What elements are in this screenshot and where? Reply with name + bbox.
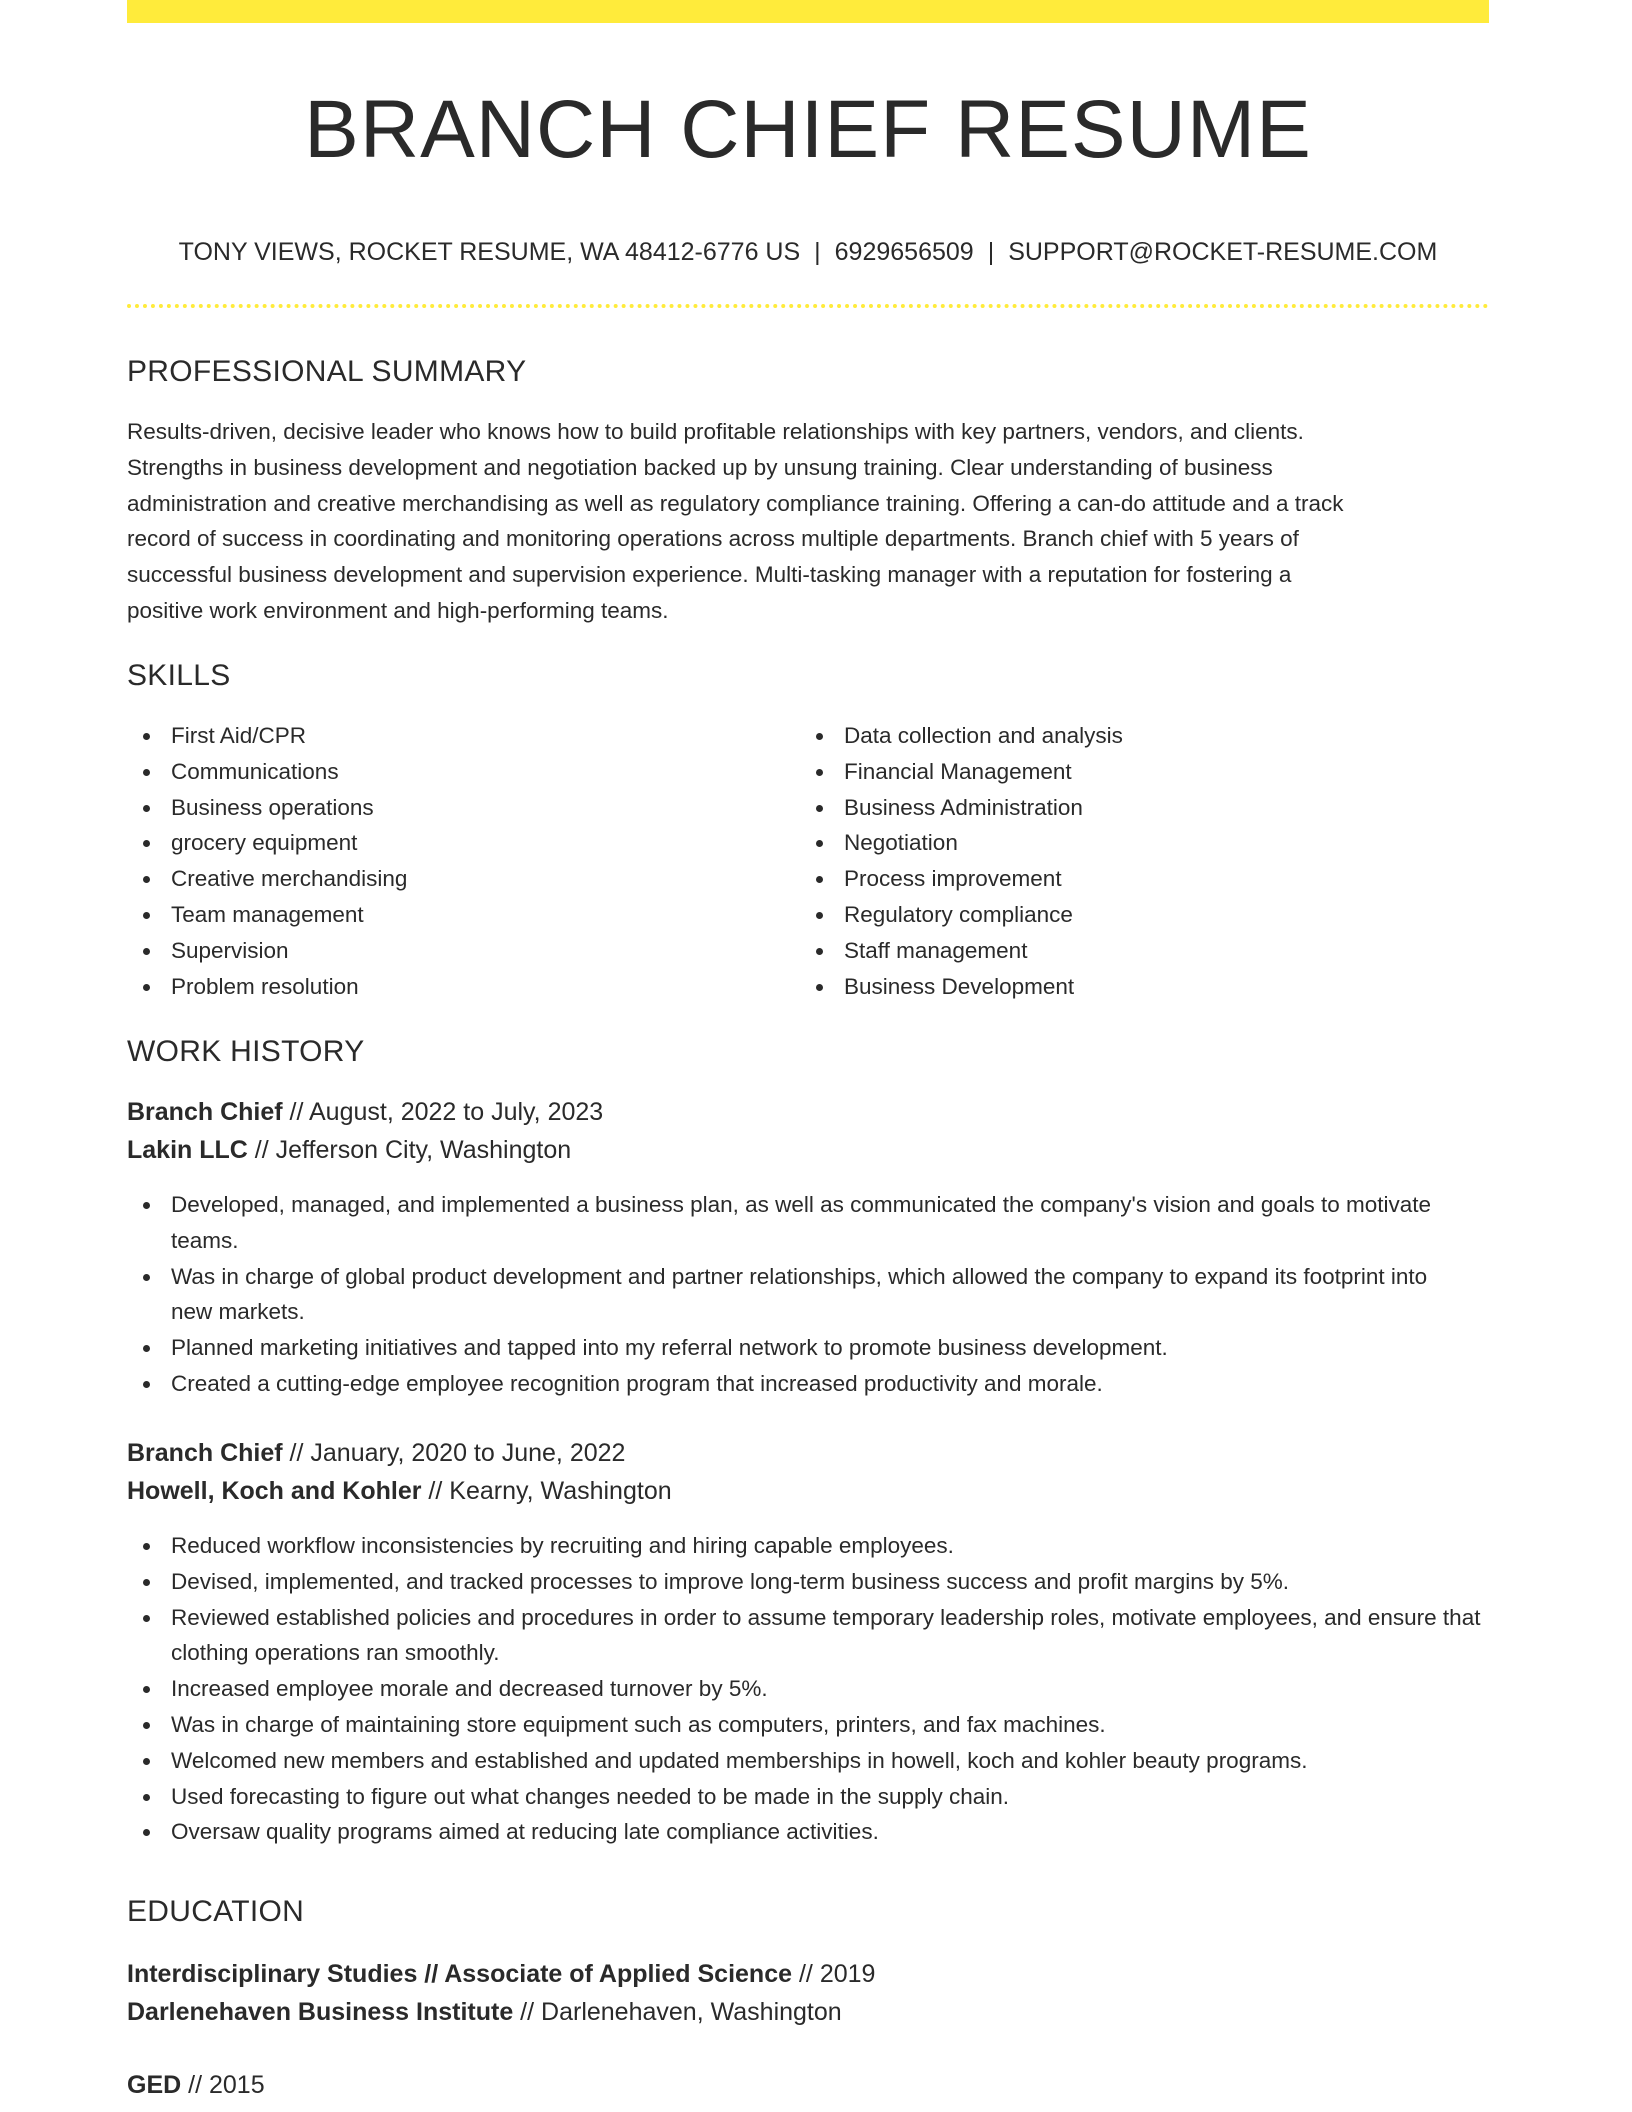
contact-phone: 6929656509: [834, 238, 974, 266]
education-location: Darlenehaven, Washington: [541, 1998, 842, 2026]
summary-line: Strengths in business development and negotiation backed up by unsung training. Clear understanding of business: [127, 454, 1273, 480]
job-title: Branch Chief: [127, 1439, 283, 1467]
contact-line: [127, 236, 1489, 268]
field-separator: //: [181, 2071, 209, 2099]
job-bullet: Reduced workflow inconsistencies by recruiting and hiring capable employees.: [127, 1528, 1489, 1564]
work-history-heading: WORK HISTORY: [127, 1035, 365, 1068]
job-company: Lakin LLC: [127, 1136, 248, 1164]
resume-title: BRANCH CHIEF RESUME: [304, 84, 1312, 175]
job-bullet: Devised, implemented, and tracked processes to improve long-term business success and profit margins by 5%.: [127, 1564, 1489, 1600]
header-divider: [127, 304, 1489, 308]
field-separator: //: [421, 1477, 450, 1505]
skill-item: Supervision: [127, 933, 797, 969]
job-bullet: Was in charge of maintaining store equipment such as computers, printers, and fax machines.: [127, 1707, 1489, 1743]
contact-address: TONY VIEWS, ROCKET RESUME, WA 48412-6776 US: [178, 238, 801, 266]
job-bullet: Reviewed established policies and procedures in order to assume temporary leadership roles, motivate employees, and ensure that clothing operations ran smoothly.: [127, 1600, 1489, 1672]
education-degree: Interdisciplinary Studies // Associate of Applied Science: [127, 1960, 793, 1988]
summary-line: positive work environment and high-performing teams.: [127, 597, 669, 623]
skill-item: Team management: [127, 897, 797, 933]
job-company-line: [127, 1131, 571, 1169]
field-separator: //: [247, 1136, 276, 1164]
field-separator: //: [282, 1439, 311, 1467]
job-company: Howell, Koch and Kohler: [127, 1477, 422, 1505]
contact-email: SUPPORT@ROCKET-RESUME.COM: [1008, 238, 1438, 266]
education-school: Darlenehaven Business Institute: [127, 1998, 514, 2026]
summary-line: administration and creative merchandising as well as regulatory compliance training. Offering a can-do attitude and a track: [127, 490, 1344, 516]
skill-item: Communications: [127, 754, 797, 790]
education-year: 2019: [819, 1960, 876, 1988]
job-bullet: Welcomed new members and established and updated memberships in howell, koch and kohler beauty programs.: [127, 1743, 1489, 1779]
job-bullet: Planned marketing initiatives and tapped into my referral network to promote business development.: [127, 1330, 1467, 1366]
skill-item: Problem resolution: [127, 969, 797, 1005]
job-bullet: Oversaw quality programs aimed at reducing late compliance activities.: [127, 1814, 1489, 1850]
accent-top-bar: [127, 0, 1489, 23]
skill-item: Data collection and analysis: [800, 718, 1489, 754]
job-location: Jefferson City, Washington: [275, 1136, 572, 1164]
skill-item: Business Administration: [800, 790, 1489, 826]
summary-line: successful business development and supervision experience. Multi-tasking manager with a reputation for fostering a: [127, 562, 1292, 588]
job-bullets: [127, 1187, 1467, 1402]
job-bullets: [127, 1528, 1489, 1850]
summary-paragraph: [127, 414, 1489, 629]
skill-item: Regulatory compliance: [800, 897, 1489, 933]
skill-item: Financial Management: [800, 754, 1489, 790]
skill-item: Creative merchandising: [127, 861, 797, 897]
summary-line: Results-driven, decisive leader who knows how to build profitable relationships with key partners, vendors, and clients.: [127, 419, 1304, 444]
contact-separator: |: [987, 238, 995, 266]
skill-item: Negotiation: [800, 825, 1489, 861]
job-bullet: Increased employee morale and decreased turnover by 5%.: [127, 1671, 1489, 1707]
job-bullet: Was in charge of global product development and partner relationships, which allowed the company to expand its footprint into new markets.: [127, 1259, 1467, 1331]
skill-item: First Aid/CPR: [127, 718, 797, 754]
job-dates: August, 2022 to July, 2023: [309, 1098, 604, 1126]
skill-item: grocery equipment: [127, 825, 797, 861]
education-heading: EDUCATION: [127, 1895, 305, 1928]
field-separator: //: [792, 1960, 820, 1988]
education-degree: GED: [127, 2071, 182, 2099]
job-title-line: [127, 1093, 603, 1131]
skills-heading: SKILLS: [127, 659, 231, 692]
skill-item: Staff management: [800, 933, 1489, 969]
skill-item: Process improvement: [800, 861, 1489, 897]
summary-heading: PROFESSIONAL SUMMARY: [127, 355, 527, 388]
job-bullet: Created a cutting-edge employee recognition program that increased productivity and morale.: [127, 1366, 1467, 1402]
contact-separator: |: [814, 238, 821, 266]
skills-list-right: [800, 718, 1489, 1004]
education-school-line: [127, 1993, 842, 2031]
skill-item: Business Development: [800, 969, 1489, 1005]
job-bullet: Used forecasting to figure out what changes needed to be made in the supply chain.: [127, 1779, 1489, 1815]
field-separator: //: [513, 1998, 542, 2026]
skills-list-left: [127, 718, 797, 1004]
job-title-line: [127, 1434, 625, 1472]
skill-item: Business operations: [127, 790, 797, 826]
job-dates: January, 2020 to June, 2022: [310, 1439, 626, 1467]
education-year: 2015: [208, 2071, 265, 2099]
job-company-line: [127, 1472, 672, 1510]
job-bullet: Developed, managed, and implemented a business plan, as well as communicated the company's vision and goals to motivate teams.: [127, 1187, 1467, 1259]
education-degree-line: [127, 2066, 265, 2104]
field-separator: //: [282, 1098, 309, 1126]
summary-line: record of success in coordinating and monitoring operations across multiple departments. Branch chief with 5 years of: [127, 526, 1299, 552]
job-location: Kearny, Washington: [449, 1477, 672, 1505]
education-degree-line: [127, 1955, 875, 1993]
job-title: Branch Chief: [127, 1098, 283, 1126]
